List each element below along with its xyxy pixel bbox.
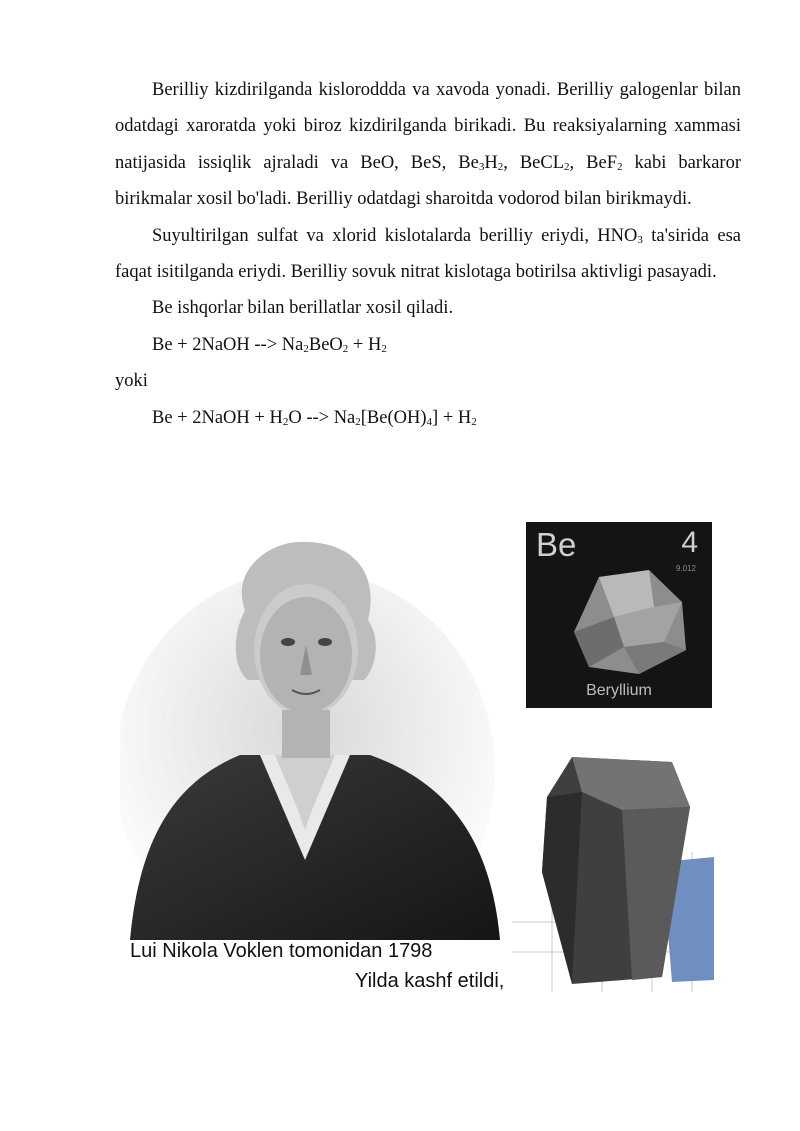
- caption-line-2: Yilda kashf etildi,: [355, 970, 505, 992]
- element-symbol: Be: [536, 526, 577, 563]
- paragraph-3: Be ishqorlar bilan berillatlar xosil qiladi.: [152, 298, 454, 319]
- element-name: Beryllium: [586, 682, 652, 699]
- body-text: [115, 72, 741, 436]
- beryllium-element-tile: [526, 522, 712, 708]
- beryllium-sample-image: [554, 562, 694, 682]
- paragraph-1: Berilliy kizdirilganda kisloroddda va xavoda yonadi. Berilliy galogenlar bilan odatdagi xaroratda yoki biroz kizdirilganda birikadi. Bu reaksiyalarning xammasi natijasida issiqlik ajraladi va BeO, BeS, $Be_3H_2$, BeCL$_2$, BeF$_2$ kabi barkaror birikmalar xosil bo'ladi. Berilliy odatdagi sharoitda vodorod bilan birikmaydi.: [115, 80, 742, 210]
- caption-line-1: Lui Nikola Voklen tomonidan 1798: [130, 940, 433, 962]
- beryllium-specimen-image: [512, 752, 714, 992]
- paragraph-2: Suyultirilgan sulfat va xlorid kislotalarda berilliy eriydi, $HNO_3$ ta'sirida esa faqat isitilganda eriydi. Berilliy sovuk nitrat kislotaga botirilsa aktivligi pasayadi.: [115, 225, 741, 283]
- element-number: 4: [681, 526, 698, 559]
- equation-1: Be + 2NaOH --> $Na_2BeO_2 + H_2$: [152, 334, 387, 355]
- portrait-image: [120, 530, 505, 940]
- connector-yoki: yoki: [115, 371, 148, 392]
- equation-2: Be + 2NaOH + $H_2O$ --> $Na_2[Be(OH)_4] + H_2$: [152, 407, 477, 428]
- element-mass: 9.012: [675, 564, 696, 573]
